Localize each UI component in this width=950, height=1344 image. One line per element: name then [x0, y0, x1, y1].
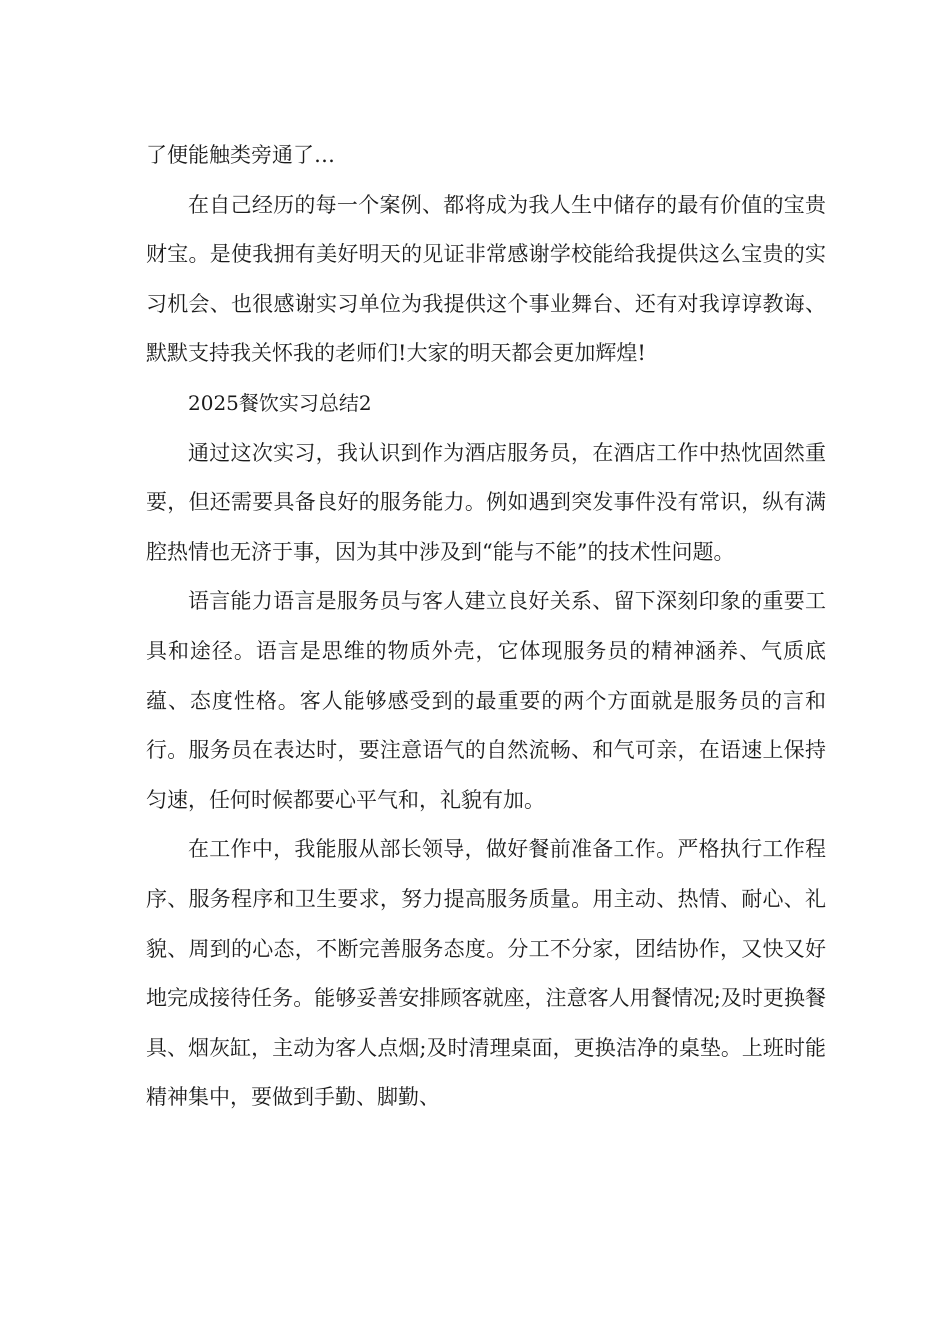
paragraph-work-duties: 在工作中，我能服从部长领导，做好餐前准备工作。严格执行工作程序、服务程序和卫生要求，努力提高服务质量。用主动、热情、耐心、礼貌、周到的心态，不断完善服务态度。分工不分家，团结协作，又快又好地完成接待任务。能够妥善安排顾客就座，注意客人用餐情况;及时更换餐具、烟灰缸，主动为客人点烟;及时清理桌面，更换洁净的桌垫。上班时能精神集中，要做到手勤、脚勤、 [146, 837, 826, 1110]
section-heading: 2025餐饮实习总结2 [188, 390, 372, 415]
paragraph-language-ability: 语言能力语言是服务员与客人建立良好关系、留下深刻印象的重要工具和途径。语言是思维的物质外壳，它体现服务员的精神涵养、气质底蕴、态度性格。客人能够感受到的最重要的两个方面就是服务员的言和行。服务员在表达时，要注意语气的自然流畅、和气可亲，在语速上保持匀速，任何时候都要心平气和，礼貌有加。 [146, 589, 826, 812]
document-body [146, 131, 826, 1123]
paragraph-service-ability: 通过这次实习，我认识到作为酒店服务员，在酒店工作中热忱固然重要，但还需要具备良好的服务能力。例如遇到突发事件没有常识，纵有满腔热情也无济于事，因为其中涉及到“能与不能”的技术性问题。 [146, 440, 826, 564]
paragraph-gratitude: 在自己经历的每一个案例、都将成为我人生中储存的最有价值的宝贵财宝。是使我拥有美好明天的见证非常感谢学校能给我提供这么宝贵的实习机会、也很感谢实习单位为我提供这个事业舞台、还有对我谆谆教诲、默默支持我关怀我的老师们!大家的明天都会更加辉煌! [146, 192, 826, 366]
paragraph-continuation: 了便能触类旁通了… [146, 143, 335, 167]
